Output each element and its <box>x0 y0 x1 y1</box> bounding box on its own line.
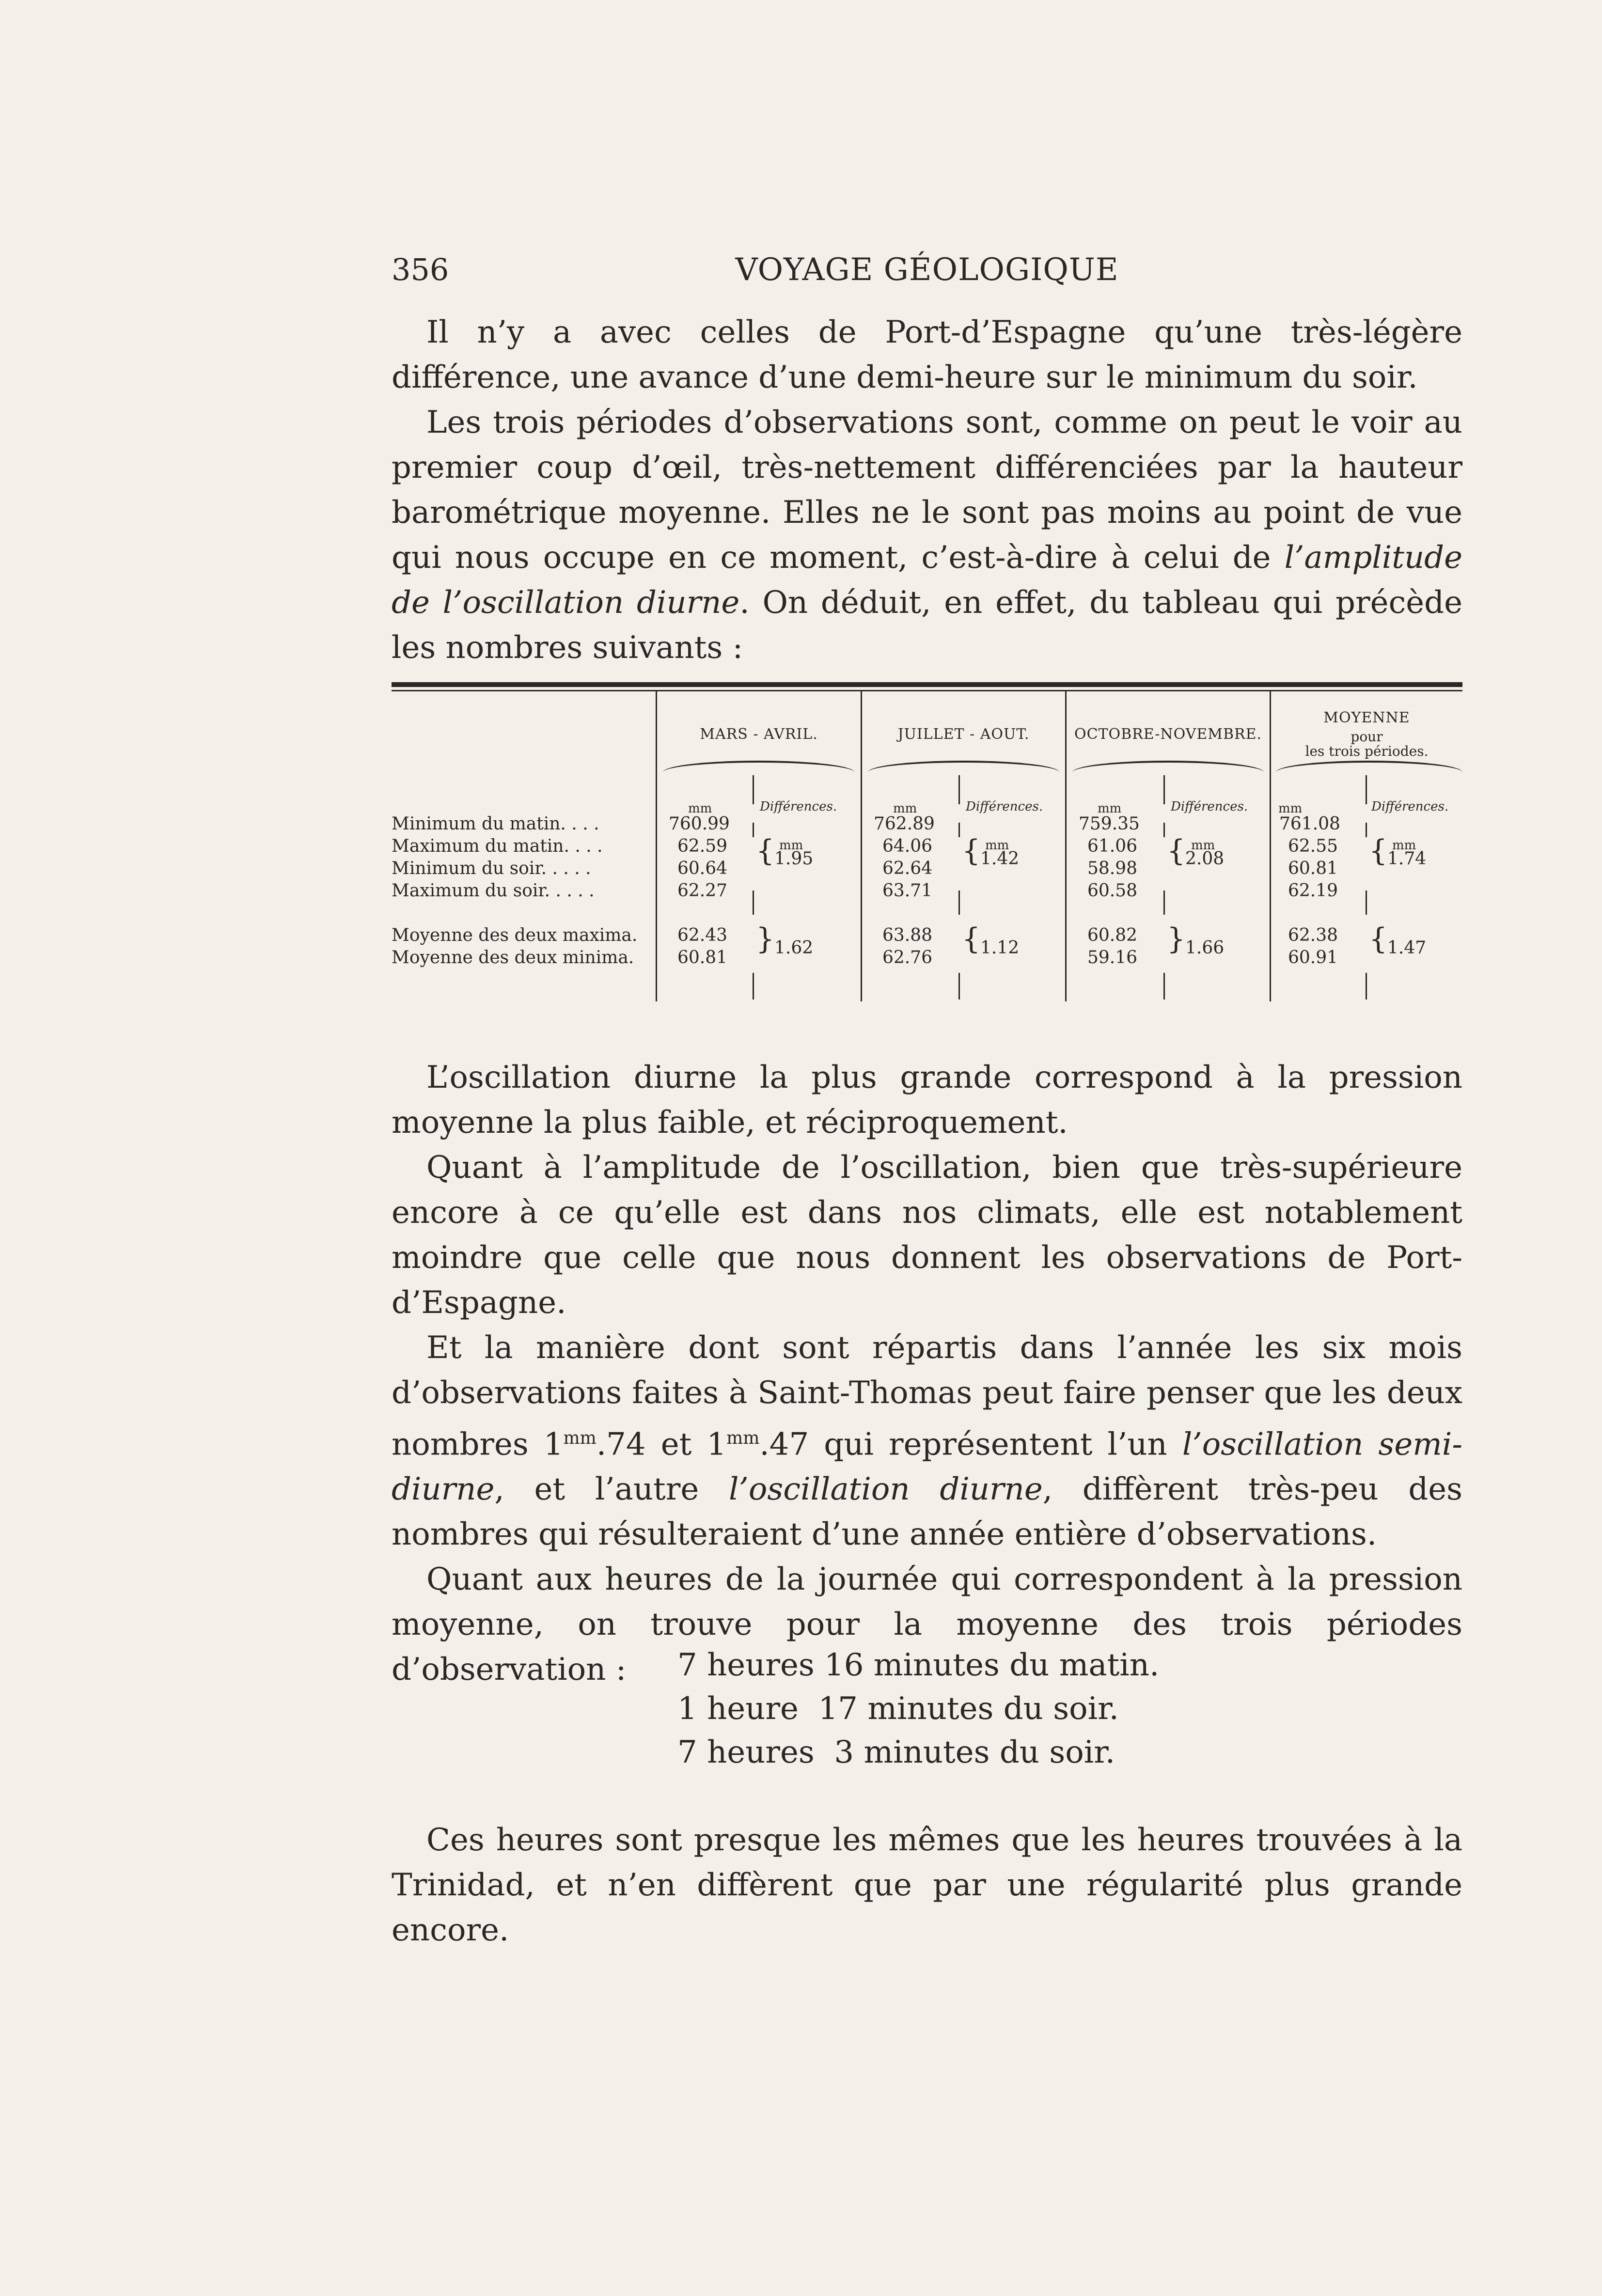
paragraph-conclusion: Ces heures sont presque les mêmes que les heures trouvées à la Trinidad, et n’en diffèrent que par une régularité plus grande encore. <box>392 1822 1462 1948</box>
text-final <box>392 1818 1462 1953</box>
cell: 760.99 <box>669 814 730 834</box>
col-head-moyenne-pour: pour <box>1351 729 1383 745</box>
running-title: VOYAGE GÉOLOGIQUE <box>735 252 1119 288</box>
subcol-divider <box>1366 890 1367 915</box>
subcol-divider <box>1163 775 1165 804</box>
time-soir-1: 1 heure 17 minutes du soir. <box>677 1691 1119 1727</box>
subcol-divider <box>1366 775 1367 804</box>
cell: 58.98 <box>1087 859 1138 878</box>
subcol-divider <box>1366 823 1367 837</box>
cell: 62.59 <box>677 836 728 856</box>
subcol-divider <box>958 775 960 804</box>
cell: 59.16 <box>1087 948 1138 968</box>
brace: } <box>1167 922 1186 956</box>
diff-semi: 1.95 <box>774 849 814 869</box>
col-head-mars-avril: MARS - AVRIL. <box>700 726 818 743</box>
diff-semi: 1.74 <box>1387 849 1427 869</box>
subcol-divider <box>753 823 754 837</box>
paragraph-mois <box>392 1326 1462 1557</box>
diff-unit-label: mm <box>1392 838 1416 853</box>
paragraph-difference: Il n’y a avec celles de Port-d’Espagne qu’une très-légère différence, une avance d’une demi-heure sur le minimum du soir. <box>392 314 1462 395</box>
diff-label: Différences. <box>966 799 1043 814</box>
cell: 60.81 <box>1288 859 1338 878</box>
col-head-octobre-novembre: OCTOBRE-NOVEMBRE. <box>1074 726 1262 743</box>
subcol-divider <box>1163 973 1165 1000</box>
time-soir-2: 7 heures 3 minutes du soir. <box>677 1734 1115 1770</box>
cell: 60.81 <box>677 948 728 968</box>
subcol-divider <box>958 823 960 837</box>
brace: { <box>756 834 775 868</box>
text-run: .47 qui représentent l’un <box>759 1426 1182 1463</box>
times-list <box>677 1643 1159 1774</box>
diff-diurne: 1.62 <box>774 938 814 958</box>
paragraph-oscillation: L’oscillation diurne la plus grande correspond à la pression moyenne la plus faible, et réciproquement. <box>392 1060 1462 1140</box>
cell: 60.82 <box>1087 925 1138 945</box>
text-run: , et l’autre <box>494 1471 729 1508</box>
text-run: .74 et 1 <box>596 1426 727 1463</box>
paragraph-periodes-before: Les trois périodes d’observations sont, comme on peut le voir au premier coup d’œil, très-nettement différenciées par la hauteur barométrique moyenne. Elles ne le sont pas moins au point de vue qui nous occupe en ce moment, c’est-à-dire à celui de <box>392 405 1462 576</box>
unit-label: mm <box>893 801 917 816</box>
paragraph-periodes-after: . On déduit, en effet, du tableau qui précède les nombres suivants : <box>392 585 1463 666</box>
cell: 62.27 <box>677 881 728 901</box>
unit-label: mm <box>1278 801 1303 816</box>
row-label-minimum-matin: Minimum du matin. . . . <box>392 814 599 834</box>
brace: } <box>756 922 775 956</box>
cell: 60.91 <box>1288 948 1338 968</box>
diff-label: Différences. <box>760 799 837 814</box>
subcol-divider <box>958 973 960 1000</box>
header-brace <box>868 761 1059 772</box>
row-label-maximum-matin: Maximum du matin. . . . <box>392 836 603 856</box>
paragraph-periodes-italic: l’amplitude de l’oscillation diurne <box>392 540 1462 621</box>
unit-label: mm <box>688 801 712 816</box>
brace: { <box>1167 834 1186 868</box>
diff-unit-label: mm <box>779 838 803 853</box>
text-bottom <box>392 1055 1462 1692</box>
cell: 62.55 <box>1288 836 1338 856</box>
header-brace <box>1276 761 1462 772</box>
col-head-moyenne: MOYENNE <box>1323 709 1410 726</box>
unit-superscript: mm <box>563 1428 597 1448</box>
pressure-table <box>392 682 1462 1002</box>
header-brace <box>663 761 854 772</box>
col-head-juillet-aout: JUILLET - AOUT. <box>897 726 1030 743</box>
subcol-divider <box>958 890 960 915</box>
cell: 62.64 <box>882 859 933 878</box>
diff-label: Différences. <box>1171 799 1248 814</box>
cell: 60.64 <box>677 859 728 878</box>
text-top <box>392 310 1462 671</box>
brace: { <box>1369 834 1388 868</box>
diff-diurne: 1.12 <box>980 938 1020 958</box>
cell: 60.58 <box>1087 881 1138 901</box>
page-number: 356 <box>392 252 449 287</box>
diff-semi: 2.08 <box>1185 849 1225 869</box>
cell: 61.06 <box>1087 836 1138 856</box>
paragraph-periodes <box>392 400 1462 671</box>
diff-semi: 1.42 <box>980 849 1020 869</box>
row-label-moyenne-maxima: Moyenne des deux maxima. <box>392 925 638 945</box>
italic-run: l’oscillation diurne <box>729 1471 1043 1508</box>
row-label-maximum-soir: Maximum du soir. . . . . <box>392 881 595 901</box>
cell: 62.43 <box>677 925 728 945</box>
text-run: , diffèrent très-peu des nombres qui résulteraient d’une année entière d’observations. <box>392 1471 1463 1553</box>
diff-diurne: 1.66 <box>1185 938 1225 958</box>
table-top-rule <box>392 682 1462 687</box>
subcol-divider <box>1163 823 1165 837</box>
table-top-rule-thin <box>392 690 1462 691</box>
subcol-divider <box>1163 890 1165 915</box>
diff-diurne: 1.47 <box>1387 938 1427 958</box>
brace: { <box>1369 922 1388 956</box>
diff-unit-label: mm <box>1191 838 1215 853</box>
cell: 62.76 <box>882 948 933 968</box>
col-head-moyenne-periodes: les trois périodes. <box>1305 743 1429 759</box>
subcol-divider <box>753 775 754 804</box>
cell: 64.06 <box>882 836 933 856</box>
subcol-divider <box>753 890 754 915</box>
subcol-divider <box>1366 973 1367 1000</box>
cell: 62.38 <box>1288 925 1338 945</box>
paragraph-heures: Quant aux heures de la journée qui correspondent à la pression moyenne, on trouve pour la moyenne des trois périodes d’observation : <box>392 1562 1462 1688</box>
time-matin: 7 heures 16 minutes du matin. <box>677 1647 1160 1683</box>
row-label-minimum-soir: Minimum du soir. . . . . <box>392 859 591 878</box>
subcol-divider <box>753 973 754 1000</box>
brace: { <box>962 834 981 868</box>
running-head <box>392 252 1462 296</box>
row-label-moyenne-minima: Moyenne des deux minima. <box>392 948 634 968</box>
unit-label: mm <box>1098 801 1122 816</box>
cell: 759.35 <box>1079 814 1140 834</box>
header-brace <box>1072 761 1264 772</box>
unit-superscript: mm <box>726 1428 760 1448</box>
cell: 762.89 <box>874 814 935 834</box>
text-run: Et la manière dont sont répartis dans l’année les six mois d’observations faites à Saint-Thomas peut faire penser que les deux nombres 1 <box>392 1330 1462 1463</box>
italic-run: l’oscillation semi-diurne <box>392 1426 1463 1508</box>
diff-unit-label: mm <box>985 838 1009 853</box>
brace: { <box>962 922 981 956</box>
diff-label: Différences. <box>1371 799 1449 814</box>
cell: 63.71 <box>882 881 933 901</box>
cell: 761.08 <box>1279 814 1340 834</box>
cell: 62.19 <box>1288 881 1338 901</box>
cell: 63.88 <box>882 925 933 945</box>
paragraph-amplitude: Quant à l’amplitude de l’oscillation, bien que très-supérieure encore à ce qu’elle est dans nos climats, elle est notablement moindre que celle que nous donnent les observations de Port-d’Espagne. <box>392 1150 1462 1321</box>
